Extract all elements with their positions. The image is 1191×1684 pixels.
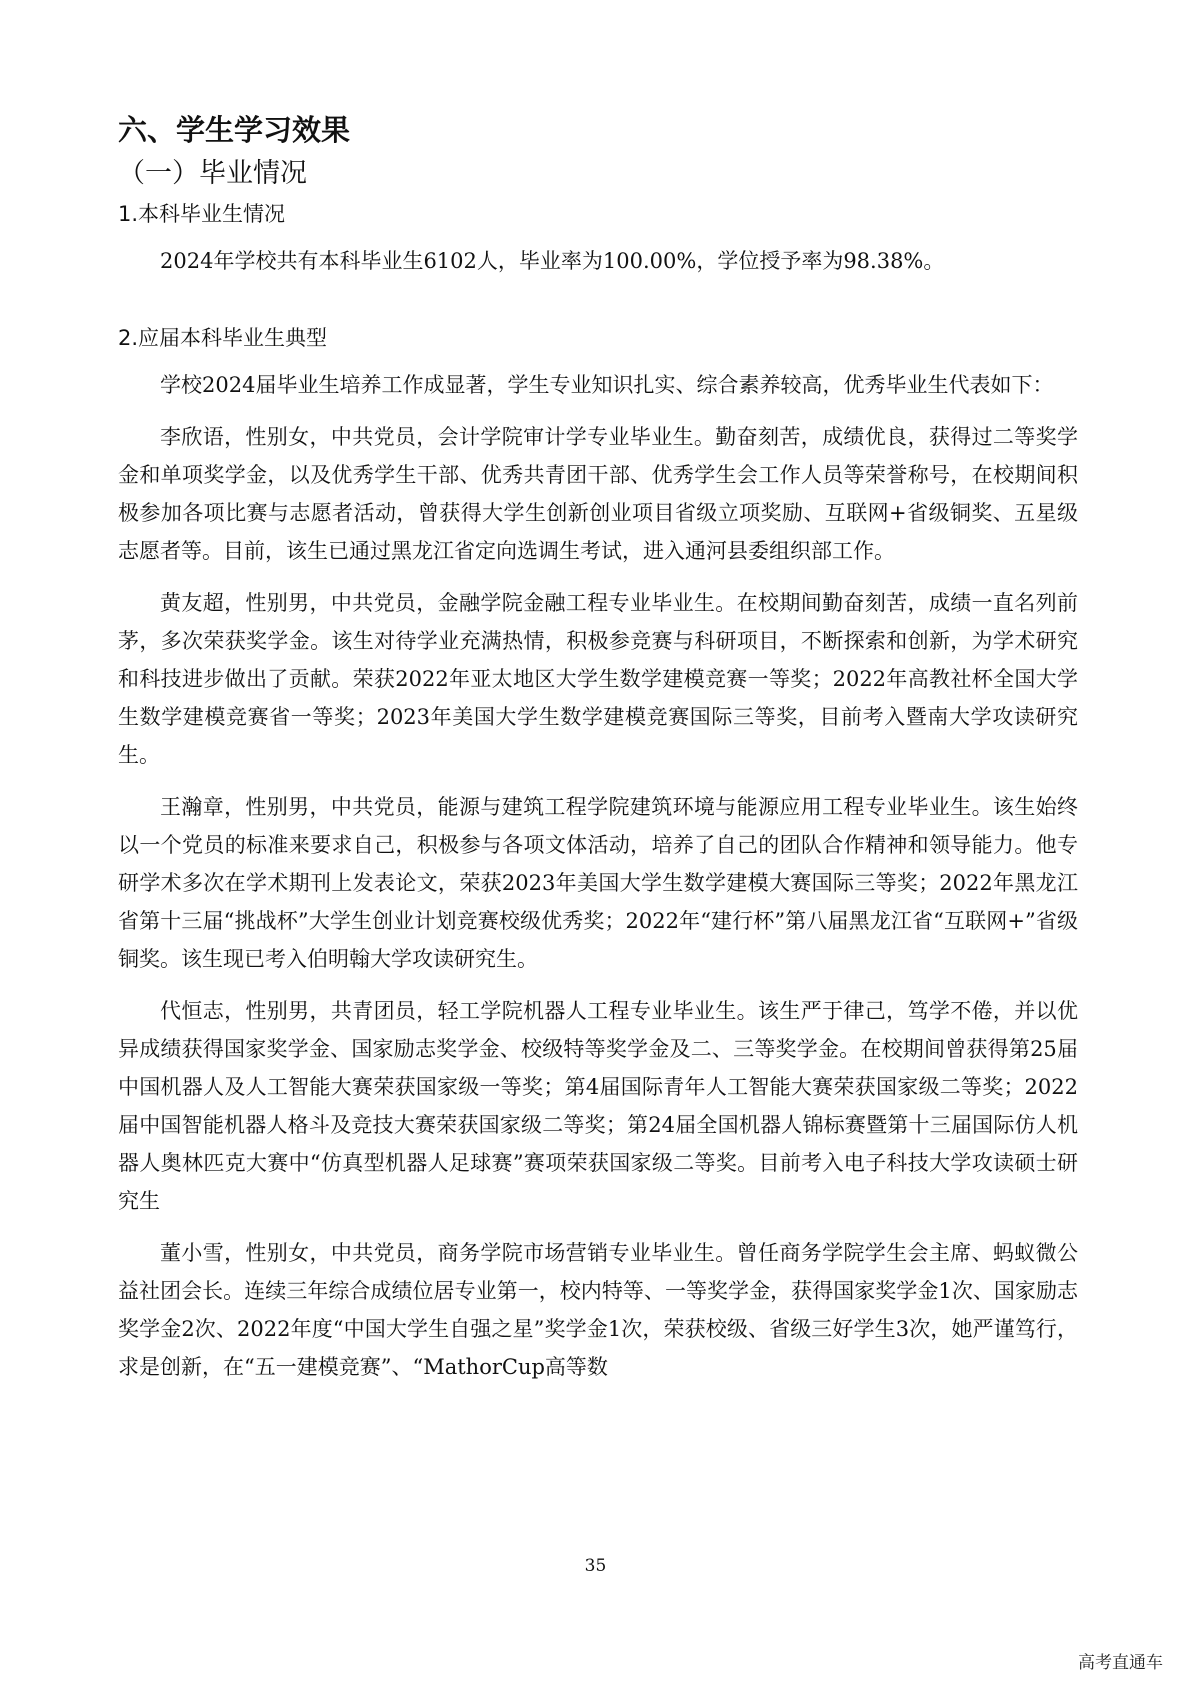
watermark-text: 高考直通车 [1078, 1653, 1163, 1673]
paragraph-huang-youchao: 黄友超，性别男，中共党员，金融学院金融工程专业毕业生。在校期间勤奋刻苦，成绩一直名列前茅，多次荣获奖学金。该生对待学业充满热情，积极参竞赛与科研项目，不断探索和创新，为学术研究和科技进步做出了贡献。荣获2022年亚太地区大学生数学建模竞赛一等奖；2022年高教社杯全国大学生数学建模竞赛省一等奖；2023年美国大学生数学建模竞赛国际三等奖，目前考入暨南大学攻读研究生。 [118, 591, 1078, 767]
page-number: 35 [584, 1556, 607, 1576]
paragraph-li-xinyu: 李欣语，性别女，中共党员，会计学院审计学专业毕业生。勤奋刻苦，成绩优良，获得过二等奖学金和单项奖学金，以及优秀学生干部、优秀共青团干部、优秀学生会工作人员等荣誉称号，在校期间积极参加各项比赛与志愿者活动，曾获得大学生创新创业项目省级立项奖励、互联网+省级铜奖、五星级志愿者等。目前，该生已通过黑龙江省定向选调生考试，进入通河县委组织部工作。 [118, 425, 1078, 563]
item2-heading: 2.应届本科毕业生典型 [118, 326, 328, 350]
paragraph-wang-hanzhang: 王瀚章，性别男，中共党员，能源与建筑工程学院建筑环境与能源应用工程专业毕业生。该生始终以一个党员的标准来要求自己，积极参与各项文体活动，培养了自己的团队合作精神和领导能力。他专研学术多次在学术期刊上发表论文，荣获2023年美国大学生数学建模大赛国际三等奖；2022年黑龙江省第十三届“挑战杯”大学生创业计划竞赛校级优秀奖；2022年“建行杯”第八届黑龙江省“互联网+”省级铜奖。该生现已考入伯明翰大学攻读研究生。 [118, 795, 1078, 971]
document-page [118, 108, 1078, 1400]
item1-heading: 1.本科毕业生情况 [118, 202, 286, 226]
item1-paragraph: 2024年学校共有本科毕业生6102人，毕业率为100.00%，学位授予率为98.38%。 [160, 249, 945, 273]
paragraph-intro: 学校2024届毕业生培养工作成显著，学生专业知识扎实、综合素养较高，优秀毕业生代表如下： [160, 373, 1054, 397]
section-title: 六、学生学习效果 [118, 113, 351, 147]
subsection-title: （一）毕业情况 [118, 158, 307, 189]
paragraph-dong-xiaoxue: 董小雪，性别女，中共党员，商务学院市场营销专业毕业生。曾任商务学院学生会主席、蚂蚁微公益社团会长。连续三年综合成绩位居专业第一，校内特等、一等奖学金，获得国家奖学金1次、国家励志奖学金2次、2022年度“中国大学生自强之星”奖学金1次，荣获校级、省级三好学生3次，她严谨笃行，求是创新，在“五一建模竞赛”、“MathorCup高等数 [118, 1241, 1078, 1379]
paragraph-dai-hengzhi: 代恒志，性别男，共青团员，轻工学院机器人工程专业毕业生。该生严于律己，笃学不倦，并以优异成绩获得国家奖学金、国家励志奖学金、校级特等奖学金及二、三等奖学金。在校期间曾获得第25届中国机器人及人工智能大赛荣获国家级一等奖；第4届国际青年人工智能大赛荣获国家级二等奖；2022届中国智能机器人格斗及竞技大赛荣获国家级二等奖；第24届全国机器人锦标赛暨第十三届国际仿人机器人奥林匹克大赛中“仿真型机器人足球赛”赛项荣获国家级二等奖。目前考入电子科技大学攻读硕士研究生 [118, 999, 1078, 1213]
